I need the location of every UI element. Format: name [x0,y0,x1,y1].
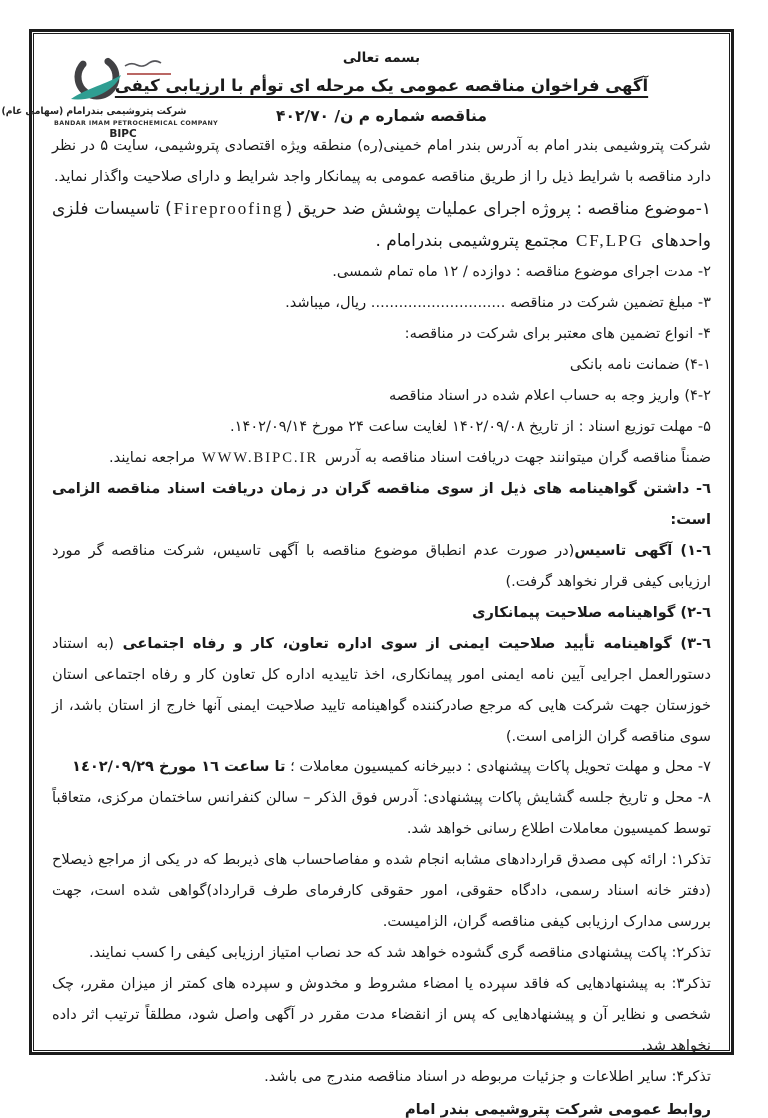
item-4-guarantee-types: ۴- انواع تضمین های معتبر برای شرکت در مناقصه: [404,325,711,343]
company-logo [1,50,219,140]
item-2-duration: ۲- مدت اجرای موضوع مناقصه : دوازده / ۱۲ ماه تمام شمسی. [332,263,711,281]
document-border [1,29,734,1118]
website-note: ضمناً مناقصه گران میتوانند جهت دریافت اسناد مناقصه به آدرس WWW.BIPC.IR مراجعه نمایند. [109,449,711,467]
item-8-opening-session: ٨- محل و تاریخ جلسه گشایش پاکات پیشنهادی: آدرس فوق الذکر – سالن کنفرانس ساختمان مرکزی، متعاقباً توسط کمیسیون معاملات اطلاع رسانی خواهد شد. [52,789,711,838]
item-6-2-contractor-qualification: ٦-٢) گواهینامه صلاحیت پیمانکاری [472,603,711,621]
document-header [1,50,711,140]
document-inner-border [1,33,730,1118]
note-4: تذکر۴: سایر اطلاعات و جزئیات مربوطه در اسناد مناقصه مندرج می باشد. [264,1067,711,1085]
logo-company-name-fa: شرکت پتروشیمی بندرامام (سهامی عام) [1,106,187,117]
item-1-subject: ۱-موضوع مناقصه : پروژه اجرای عملیات پوشش ضد حریق (Fireproofing) تاسیسات فلزی واحدهای CF,LPG مجتمع پتروشیمی بندرامام . [52,198,712,252]
item-6-3-safety-certificate: ٦-٣) گواهینامه تأیید صلاحیت ایمنی از سوی اداره تعاون، کار و رفاه اجتماعی (به استناد دستورالعمل اجرایی آیین نامه ایمنی امور پیمانکاری، اخذ تاییدیه اداره کل تعاون کار و رفاه اجتماعی استان خوزستان جهت شرکت هایی که مرجع صادرکننده گواهینامه تایید صلاحیت ایمنی آنها خارج از استان باشد، از سوی مناقصه گران الزامی است.) [52,634,711,745]
item-5-document-distribution: ۵- مهلت توزیع اسناد : از تاریخ ۱۴۰۲/۰۹/۰۸ لغایت ساعت ۲۴ مورخ ۱۴۰۲/۰۹/۱۴. [230,418,711,436]
item-4-1-bank-guarantee: ۴-۱) ضمانت نامه بانکی [569,356,711,374]
logo-abbreviation: BIPC [109,128,137,140]
note-2: تذکر۲: پاکت پیشنهادی مناقصه گری گشوده خواهد شد که حد نصاب امتیاز ارزیابی کیفی را کسب نمایند. [89,944,711,962]
bismillah-line: بسمه تعالی [342,50,421,66]
document-body [52,131,711,1093]
logo-script-flourish [125,61,161,66]
note-3: تذکر۳: به پیشنهادهایی که فاقد سپرده یا امضاء مشروط و مخدوش و سپرده های کمتر از میزان مقرر، چک شخصی و نظایر آن و پیشنهادهایی که پس از انقضاء مدت مقرر در آگهی واصل شود، مطلقاً ترتیب اثر داده نخواهد شد. [52,975,711,1054]
intro-paragraph: شرکت پتروشیمی بندر امام به آدرس بندر امام خمینی(ره) منطقه ویژه اقتصادی پتروشیمی، سایت ۵ در نظر دارد مناقصه با شرایط ذیل را از طریق مناقصه عمومی به پیمانکار واجد شرایط و دارای صلاحیت واگذار نماید. [52,137,711,185]
item-4-2-deposit: ۴-۲) واریز وجه به حساب اعلام شده در اسناد مناقصه [388,387,711,405]
logo-company-name-en: BANDAR IMAM PETROCHEMICAL COMPANY [54,120,219,127]
note-1: تذکر۱: ارائه کپی مصدق قراردادهای مشابه انجام شده و مفاصاحساب های ذیربط که در یکی از مراجع ذیصلاح (دفتر خانه اسناد رسمی، دادگاه حقوقی، امور حقوقی کارفرمای طرف قرارداد)گواهی شده است، جهت بررسی مدارک ارزیابی کیفی مناقصه گران، الزامیست. [52,851,711,931]
item-7-submission-deadline: ٧- محل و مهلت تحویل پاکات پیشنهادی : دبیرخانه کمیسیون معاملات ؛ تا ساعت ١٦ مورخ ١٤٠٢/٠٩/٢٩ [72,758,711,776]
bipc-crescent-icon [63,50,183,108]
document-page [1,36,727,1118]
footer-signature: روابط عمومی شرکت پتروشیمی بندر امام [404,1100,711,1118]
tender-number: مناقصه شماره م ن/ ۴۰۲/۷۰ [276,107,487,125]
item-6-certificates: ٦- داشتن گواهینامه های ذیل از سوی مناقصه گران در زمان دریافت اسناد مناقصه الزامی است: [52,480,711,528]
item-6-1-establishment-notice: ٦-١) آگهی تاسیس(در صورت عدم انطباق موضوع مناقصه با آگهی تاسیس، شرکت مناقصه گر مورد ارزیابی کیفی قرار نخواهد گرفت.) [52,541,711,590]
item-3-guarantee-amount: ۳- مبلغ تضمین شرکت در مناقصه ............................. ریال، میباشد. [285,294,711,312]
page-title: آگهی فراخوان مناقصه عمومی یک مرحله ای توأم با ارزیابی کیفی [114,76,649,95]
